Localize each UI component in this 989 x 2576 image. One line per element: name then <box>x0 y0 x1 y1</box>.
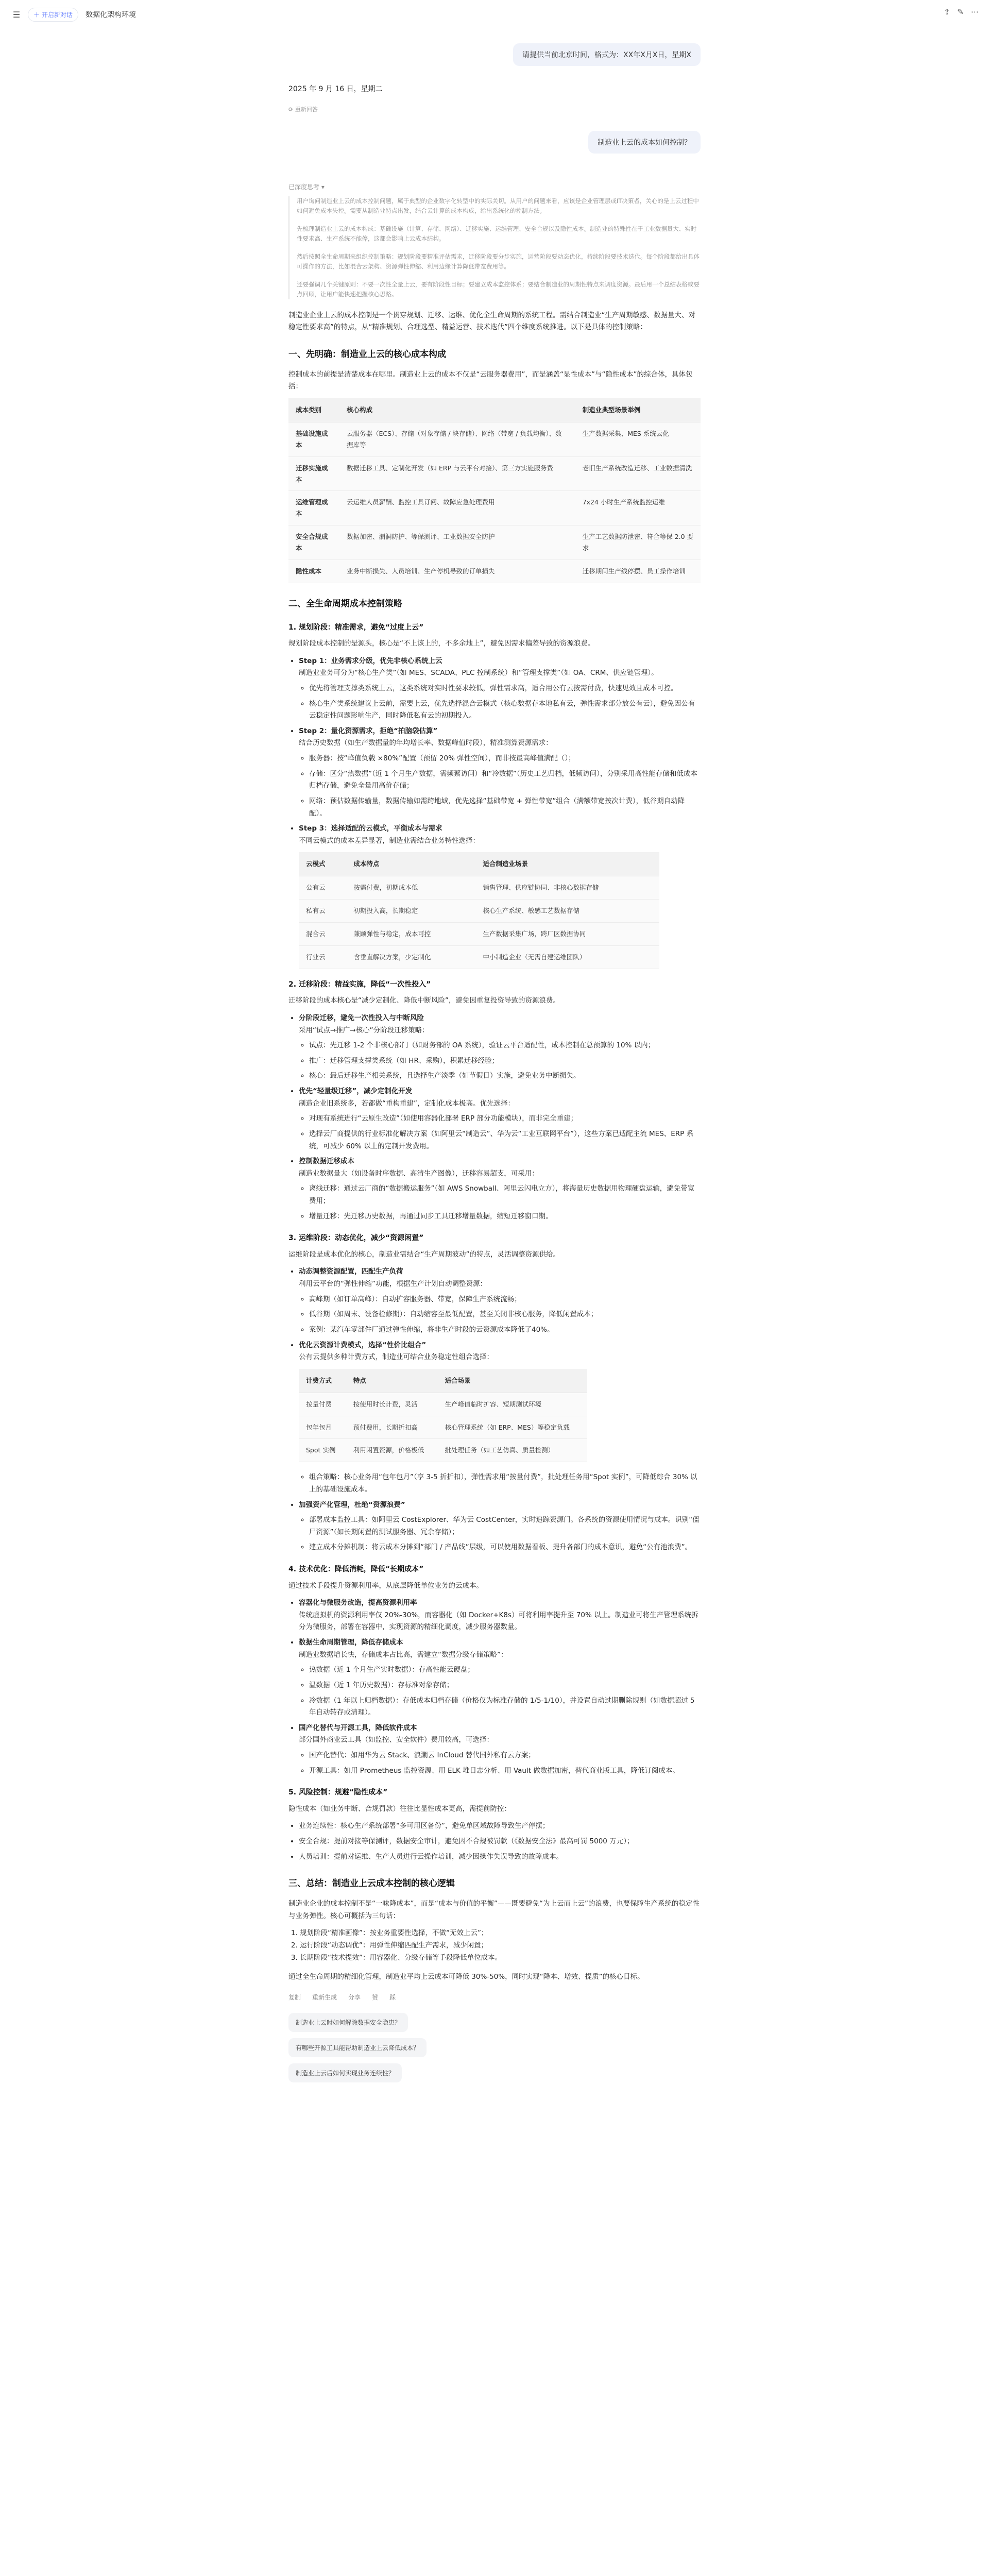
table-row: 迁移实施成本 数据迁移工具、定制化开发（如 ERP 与云平台对接）、第三方实施服务费 老旧生产系统改造迁移、工业数据清洗 <box>288 456 701 491</box>
suggestion-item[interactable]: 制造业上云时如何解除数据安全隐患？ <box>288 2013 408 2032</box>
list: • 业务连续性：核心生产系统部署“多可用区备份”，避免单区域故障导致生产停摆； • 安全合规：提前对接等保测评，数据安全审计，避免因不合规被罚款（《数据安全法》最高可罚 5000 万元）； • 人员培训：提前对运维、生产人员进行云操作培训，减少因操作失误导致的故障成本。 <box>299 1820 701 1863</box>
conversation <box>288 31 701 2082</box>
sub-heading: 3. 运维阶段：动态优化，减少“资源闲置” <box>288 1234 424 1243</box>
edit-icon[interactable]: ✎ <box>957 7 964 16</box>
table-row: 私有云 初期投入高，长期稳定 核心生产系统、敏感工艺数据存储 <box>299 900 659 923</box>
table-row: 公有云 按需付费，初期成本低 销售管理、供应链协同、非核心数据存储 <box>299 876 659 900</box>
table-row: 隐性成本 业务中断损失、人员培训、生产停机导致的订单损失 迁移期间生产线停摆、员工操作培训 <box>288 560 701 583</box>
new-chat-button[interactable] <box>28 8 78 22</box>
list: • Step 1：业务需求分级，优先非核心系统上云 制造业业务可分为“核心生产类”（如 MES、SCADA、PLC 控制系统）和“管理支撑类”（如 OA、CRM、供应链管理）。 ◦ 优先将管理支撑类系统上云，这类系统对实时性要求较低，弹性需求高，适合用公有云按需付费，快速见效且成本可控。 ◦ 核心生产类系统建议上云前，需要上云，优先选择混合云模式（核心数据存本地私有云，弹性需求部分放公有云），避免因公有云稳定性问题影响生产，同时降低私有云的初期投入。 • Step 2：量化资源需求，拒绝“拍脑袋估算” 结合历史数据（如生产数据量的年均增长率、数据峰值时段），精准测算资源需求： ◦ 服务器：按“峰值负载 ×80%”配置（预留 20% 弹性空间），而非按最高峰值满配（）； ◦ 存储：区分“热数据”（近 1 个月生产数据，需频繁访问）和“冷数据”（历史工艺归档，低频访问），分别采用高性能存储和低成本归档存储，避免全量用高价存储； ◦ 网络：预估数据传输量，数据传输如需跨地域，优先选择“基础带宽 + 弹性带宽”组合（满额带宽按次计费），低谷期自动降配）。 • Step 3：选择适配的云模式，平衡成本与需求 不同云模式的成本差异显著，制造业需结合业务特性选择： 云模式 成本特点 适合制造业场景 公有云 按需付费，初期成本低 销售管理、供应链协同、非核心数据存储 私有云 初期投入高，长期稳定 核心生产系统、敏感工艺数据存储 混合云 兼顾弹性与稳定，成本可控 生产数据采集广场，跨厂区数据协同 行业云 含垂直解决方案，少定制化 中小制造企业（无需自建运维团队） <box>299 655 701 969</box>
thinking-toggle[interactable]: 已深度思考 ▾ <box>288 183 325 191</box>
copy-button[interactable]: 复制 <box>288 1993 301 2001</box>
sub-heading: 4. 技术优化：降低消耗，降低“长期成本” <box>288 1565 424 1573</box>
more-icon[interactable]: ⋯ <box>971 7 979 16</box>
sub-heading: 2. 迁移阶段：精益实施，降低“一次性投入” <box>288 980 431 989</box>
billing-table: 计费方式 特点 适合场景 按量付费 按使用时长计费，灵活 生产峰值临时扩容、短期测试环境 包年包月 预付费用，长期折扣高 核心管理系统（如 ERP、MES）等稳定负载 Spot 实例 利用闲置资源，价格极低 批处理任务（如工艺仿真、质量检测） <box>299 1369 587 1463</box>
paragraph: 规划阶段成本控制的是源头，核心是“不上该上的，不多余地上”，避免因需求偏差导致的资源浪费。 <box>288 639 595 648</box>
paragraph: 制造业企业的成本控制不是“一味降成本”，而是“成本与价值的平衡”——既要避免“为上云而上云”的浪费，也要保障生产系统的稳定性与业务弹性。核心可概括为三句话： <box>288 1900 700 1920</box>
user-message-1: 请提供当前北京时间，格式为：XX年X月X日，星期X <box>513 43 701 66</box>
list: • 容器化与微服务改造，提高资源利用率 传统虚拟机的资源利用率仅 20%-30%，而容器化（如 Docker+K8s）可将利用率提升至 70% 以上。制造业可将生产管理系统拆分为微服务，部署在容器中，实现资源的精细化调度，减少服务器数量。 • 数据生命周期管理，降低存储成本 制造业数据增长快，存储成本占比高，需建立“数据分级存储策略”： ◦ 热数据（近 1 个月生产实时数据）：存高性能云硬盘； ◦ 温数据（近 1 年历史数据）：存标准对象存储； ◦ 冷数据（1 年以上归档数据）：存低成本归档存储（价格仅为标准存储的 1/5-1/10），并设置自动过期删除规则（如数据超过 5 年自动转存或清理）。 • 国产化替代与开源工具，降低软件成本 部分国外商业云工具（如监控、安全软件）费用较高，可选择： ◦ 国产化替代：如用华为云 Stack、浪潮云 InCloud 替代国外私有云方案； ◦ 开源工具：如用 Prometheus 监控资源、用 ELK 堆日志分析、用 Vault 做数据加密，替代商业版工具，降低订阅成本。 <box>299 1597 701 1777</box>
summary-list: 1. 规划阶段“精准画像”：按业务重要性选择，不做“无效上云”； 2. 运行阶段“动态调优”：用弹性伸缩匹配生产需求，减少闲置； 3. 长期阶段“技术提效”：用容器化、分级存储等手段降低单位成本。 <box>300 1927 701 1964</box>
sub-heading: 1. 规划阶段：精准需求，避免“过度上云” <box>288 623 424 632</box>
paragraph: 控制成本的前提是清楚成本在哪里。制造业上云的成本不仅是“云服务器费用”，而是涵盖“显性成本”与“隐性成本”的综合体，具体包括： <box>288 370 693 391</box>
regenerate-button[interactable]: ⟳ 重新回答 <box>288 106 318 113</box>
assistant-answer <box>288 310 701 1984</box>
table-row: 混合云 兼顾弹性与稳定，成本可控 生产数据采集广场，跨厂区数据协同 <box>299 923 659 946</box>
assistant-answer-date: 2025 年 9 月 16 日，星期二 <box>288 85 383 93</box>
suggestion-list <box>288 2007 701 2082</box>
answer-intro: 制造业企业上云的成本控制是一个贯穿规划、迁移、运维、优化全生命周期的系统工程。需结合制造业“生产周期敏感、数据量大、对稳定性要求高”的特点，从“精准规划、合理选型、精益运营、技术迭代”四个维度系统推进。以下是具体的控制策略： <box>288 311 695 332</box>
table-row: 包年包月 预付费用，长期折扣高 核心管理系统（如 ERP、MES）等稳定负载 <box>299 1416 587 1439</box>
share-button[interactable]: 分享 <box>348 1993 361 2001</box>
table-row: 运维管理成本 云运维人员薪酬、监控工具订阅、故障应急处理费用 7x24 小时生产系统监控运维 <box>288 491 701 526</box>
cloud-mode-table: 云模式 成本特点 适合制造业场景 公有云 按需付费，初期成本低 销售管理、供应链协同、非核心数据存储 私有云 初期投入高，长期稳定 核心生产系统、敏感工艺数据存储 混合云 兼顾弹性与稳定，成本可控 生产数据采集广场，跨厂区数据协同 行业云 含垂直解决方案，少定制化 中小制造企业（无需自建运维团队） <box>299 852 659 969</box>
suggestion-item[interactable]: 有哪些开源工具能帮助制造业上云降低成本？ <box>288 2038 427 2057</box>
section-heading: 二、全生命周期成本控制策略 <box>288 598 402 609</box>
user-message-2: 制造业上云的成本如何控制？ <box>588 131 701 154</box>
paragraph: 隐性成本（如业务中断、合规罚款）往往比显性成本更高，需提前防控： <box>288 1804 511 1813</box>
share-icon[interactable]: ⇪ <box>943 7 950 16</box>
thinking-paragraph: 还要强调几个关键原则：不要一次性全量上云，要有阶段性目标；要建立成本监控体系；要结合制造业的周期性特点来调度资源。最后用一个总结表格或要点回顾，让用户能快速把握核心思路。 <box>297 280 700 298</box>
paragraph: 迁移阶段的成本核心是“减少定制化、降低中断风险”，避免因重复投资导致的资源浪费。 <box>288 996 560 1005</box>
suggestion-item[interactable]: 制造业上云后如何实现业务连续性？ <box>288 2063 402 2082</box>
new-chat-label: 开启新对话 <box>42 11 73 19</box>
table-row: Spot 实例 利用闲置资源，价格极低 批处理任务（如工艺仿真、质量检测） <box>299 1439 587 1462</box>
closing: 通过全生命周期的精细化管理，制造业平均上云成本可降低 30%-50%，同时实现“降本、增效、提质”的核心目标。 <box>288 1973 644 1981</box>
table-header: 制造业典型场景举例 <box>575 398 701 422</box>
thinking-content <box>288 196 701 299</box>
table-row: 按量付费 按使用时长计费，灵活 生产峰值临时扩容、短期测试环境 <box>299 1393 587 1416</box>
chat-title: 数据化架构环境 <box>86 11 137 19</box>
top-bar <box>0 0 989 29</box>
dislike-button[interactable]: 踩 <box>389 1993 396 2001</box>
sub-heading: 5. 风险控制：规避“隐性成本” <box>288 1788 388 1797</box>
plus-icon: ＋ <box>33 11 40 19</box>
section-heading: 三、总结：制造业上云成本控制的核心逻辑 <box>288 1878 455 1889</box>
table-row: 基础设施成本 云服务器（ECS）、存储（对象存储 / 块存储）、网络（带宽 / 负载均衡）、数据库等 生产数据采集、MES 系统云化 <box>288 422 701 456</box>
thinking-paragraph: 用户询问制造业上云的成本控制问题，属于典型的企业数字化转型中的实际关切。从用户的问题来看，应该是企业管理层或IT决策者，关心的是上云过程中如何避免成本失控。需要从制造业特点出发，结合云计算的成本构成，给出系统化的控制方法。 <box>297 197 699 214</box>
sidebar-toggle-icon[interactable]: ☰ <box>12 9 21 20</box>
paragraph: 运维阶段是成本优化的核心，制造业需结合“生产周期波动”的特点，灵活调整资源供给。 <box>288 1250 560 1259</box>
regenerate-button[interactable]: 重新生成 <box>312 1993 337 2001</box>
paragraph: 通过技术手段提升资源利用率，从底层降低单位业务的云成本。 <box>288 1581 483 1590</box>
list: • 分阶段迁移，避免一次性投入与中断风险 采用“试点→推广→核心”分阶段迁移策略： ◦ 试点：先迁移 1-2 个非核心部门（如财务部的 OA 系统），验证云平台适配性，成本控制在总预算的 10% 以内； ◦ 推广：迁移管理支撑类系统（如 HR、采购），积累迁移经验； ◦ 核心：最后迁移生产相关系统，且选择生产淡季（如节假日）实施，避免业务中断损失。 • 优先“轻量级迁移”，减少定制化开发 制造企业旧系统多，若都做“重构重建”，定制化成本极高。优先选择： ◦ 对现有系统进行“云原生改造”（如使用容器化部署 ERP 部分功能模块），而非完全重建； ◦ 选择云厂商提供的行业标准化解决方案（如阿里云“制造云”、华为云“工业互联网平台”），这些方案已适配主流 MES、ERP 系统，可减少 60% 以上的定制开发费用。 • 控制数据迁移成本 制造业数据量大（如设备时序数据、高清生产图像），迁移容易超支，可采用： ◦ 离线迁移：通过云厂商的“数据搬运服务”（如 AWS Snowball、阿里云闪电立方），将海量历史数据用物理硬盘运输，避免带宽费用； ◦ 增量迁移：先迁移历史数据，再通过同步工具迁移增量数据，缩短迁移窗口期。 <box>299 1012 701 1223</box>
table-row: 行业云 含垂直解决方案，少定制化 中小制造企业（无需自建运维团队） <box>299 945 659 969</box>
thinking-paragraph: 然后按照全生命周期来组织控制策略：规划阶段要精准评估需求，迁移阶段要分步实施，运营阶段要动态优化，持续阶段要技术迭代。每个阶段都给出具体可操作的方法，比如混合云架构、资源弹性伸缩、利用边缘计算降低带宽费用等。 <box>297 252 700 270</box>
table-header: 核心构成 <box>339 398 575 422</box>
thinking-paragraph: 先梳理制造业上云的成本构成：基础设施（计算、存储、网络）、迁移实施、运维管理、安全合规以及隐性成本。制造业的特殊性在于工业数据量大、实时性要求高、生产系统不能停，这都会影响上云成本结构。 <box>297 225 697 242</box>
section-heading: 一、先明确：制造业上云的核心成本构成 <box>288 349 446 360</box>
list: • 动态调整资源配置，匹配生产负荷 利用云平台的“弹性伸缩”功能，根据生产计划自动调整资源： ◦ 高峰期（如订单高峰）：自动扩容服务器、带宽，保障生产系统流畅； ◦ 低谷期（如周末、设备检修期）：自动缩容至最低配置，甚至关闭非核心服务，降低闲置成本； ◦ 案例：某汽车零部件厂通过弹性伸缩，将非生产时段的云资源成本降低了40%。 • 优化云资源计费模式，选择“性价比组合” 公有云提供多种计费方式，制造业可结合业务稳定性组合选择： 计费方式 特点 适合场景 按量付费 按使用时长计费，灵活 生产峰值临时扩容、短期测试环境 包年包月 预付费用，长期折扣高 核心管理系统（如 ERP、MES）等稳定负载 Spot 实例 利用闲置资源，价格极低 批处理任务（如工艺仿真、质量检测） ◦ 组合策略：核心业务用“包年包月”（享 3-5 折折扣），弹性需求用“按量付费”，批处理任务用“Spot 实例”，可降低综合 30% 以上的基础设施成本。 • 加强资产化管理，杜绝“资源浪费” ◦ 部署成本监控工具：如阿里云 CostExplorer、华为云 CostCenter，实时追踪资源门。各系统的资源使用情况与成本。识别“僵尸资源”（如长期闲置的测试服务器、冗余存储）； ◦ 建立成本分摊机制：将云成本分摊到“部门 / 产品线”层级，可以使用数据看板、提升各部门的成本意识，避免“公有池浪费”。 <box>299 1266 701 1554</box>
cost-structure-table <box>288 398 701 583</box>
message-actions <box>288 1993 701 2002</box>
like-button[interactable]: 赞 <box>372 1993 379 2001</box>
table-row: 安全合规成本 数据加密、漏洞防护、等保测评、工业数据安全防护 生产工艺数据防泄密、符合等保 2.0 要求 <box>288 526 701 560</box>
table-header: 成本类别 <box>288 398 339 422</box>
